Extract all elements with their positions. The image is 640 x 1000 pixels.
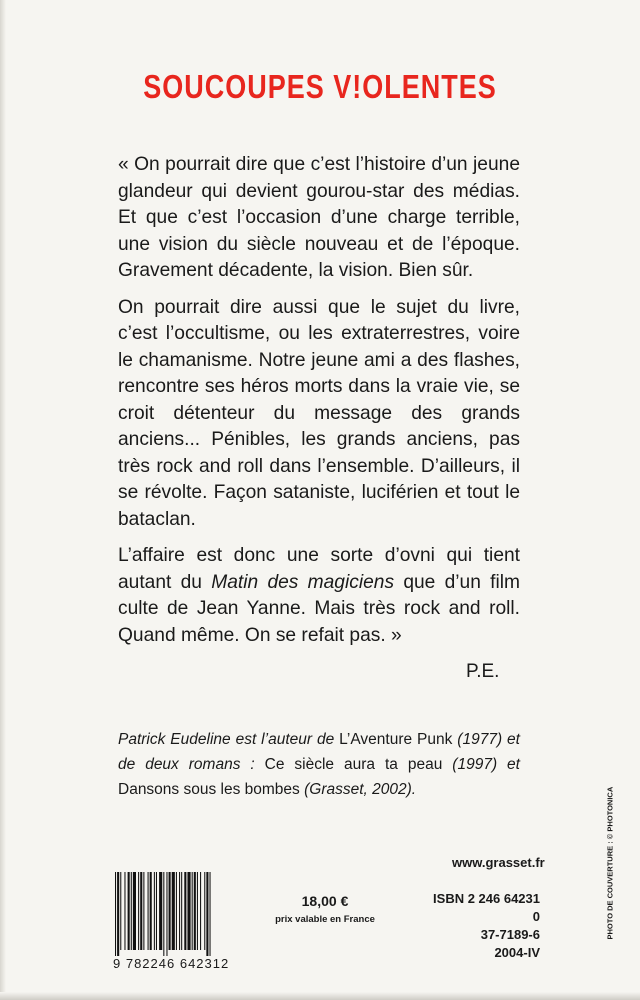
bio-text-a: Patrick Eudeline est l’auteur de xyxy=(118,731,340,748)
bio-text-c: (1977) et de deux romans : xyxy=(118,731,520,773)
book-title: SOUCOUPES V!OLENTES xyxy=(143,68,497,106)
barcode-bar xyxy=(150,872,152,950)
barcode xyxy=(113,872,258,958)
quote-p3-end: que d’un film culte de Jean Yanne. Mais très rock and roll. Quand même. On se refait pas. » xyxy=(118,571,521,646)
quote-paragraph-2: On pourrait dire aussi que le sujet du livre, c’est l’occultisme, ou les extraterrestres, voire le chamanisme. Notre jeune ami a des flashes, rencontre ses héros morts dans la vraie vie, se croit détenteur du message des grands anciens... Pénibles, les grands anciens, pas très rock and roll dans l’ensemble. D’ailleurs, il se révolte. Façon sataniste, luciférien et tout le bataclan. xyxy=(118,296,520,530)
barcode-bar xyxy=(192,872,193,950)
quote-p3-italic-title: Matin des magiciens xyxy=(211,571,395,593)
bio-book-3: Dansons sous les bombes xyxy=(118,781,300,798)
barcode-bar xyxy=(210,872,211,956)
barcode-bar xyxy=(143,872,144,950)
barcode-bar xyxy=(115,872,116,956)
barcode-bar xyxy=(166,872,167,956)
isbn-block xyxy=(428,890,540,962)
edition-code: 2004-IV xyxy=(494,945,540,960)
barcode-bar xyxy=(133,872,136,950)
barcode-bar xyxy=(204,872,205,950)
price-note: prix valable en France xyxy=(275,914,375,925)
bio-text-g: (Grasset, 2002). xyxy=(299,781,417,798)
barcode-bar xyxy=(156,872,157,950)
isbn: ISBN 2 246 64231 0 xyxy=(433,891,540,924)
price: 18,00 € xyxy=(301,893,349,909)
photo-credit xyxy=(605,786,615,945)
barcode-digits: 9 782246 642312 xyxy=(113,956,230,971)
barcode-bar xyxy=(200,872,201,950)
barcode-bar xyxy=(124,872,125,950)
author-bio xyxy=(118,727,520,802)
barcode-bar xyxy=(194,872,196,950)
barcode-bar xyxy=(117,872,119,956)
barcode-bar xyxy=(120,872,121,950)
photo-credit-text: PHOTO DE COUVERTURE : © PHOTONICA xyxy=(605,786,615,940)
bio-book-1: L’Aventure Punk xyxy=(339,731,453,748)
cover-edge-left xyxy=(0,0,6,1000)
publisher-website: www.grasset.fr xyxy=(452,855,545,870)
quote-signature: P.E. xyxy=(466,661,500,682)
barcode-bar xyxy=(176,872,177,950)
barcode-bar xyxy=(206,872,208,956)
barcode-bar xyxy=(181,872,182,950)
barcode-bar xyxy=(197,872,198,950)
bio-text-e: (1997) et xyxy=(442,756,520,773)
barcode-bar xyxy=(138,872,139,950)
barcode-bar xyxy=(163,872,164,956)
barcode-bar xyxy=(172,872,175,950)
cover-edge-bottom xyxy=(0,992,640,1000)
barcode-bar xyxy=(179,872,180,950)
barcode-bar xyxy=(187,872,190,950)
barcode-bar xyxy=(128,872,130,950)
barcode-bar xyxy=(184,872,186,950)
barcode-bar xyxy=(140,872,142,950)
catalog-code: 37-7189-6 xyxy=(480,927,540,942)
barcode-bars xyxy=(113,872,258,958)
barcode-bar xyxy=(148,872,149,950)
bio-book-2: Ce siècle aura ta peau xyxy=(264,756,443,773)
barcode-bar xyxy=(154,872,155,950)
quote-p3-start: L’affaire est donc une sorte d’ovni qui tient autant du xyxy=(118,545,520,593)
quote-paragraph-3 xyxy=(118,543,520,649)
barcode-bar xyxy=(131,872,132,950)
barcode-bar xyxy=(169,872,171,950)
quote-paragraph-1: « On pourrait dire que c’est l’histoire d’un jeune glandeur qui devient gourou-star des médias. Et que c’est l’occasion d’une charge terrible, une vision du siècle nouveau et de l’époque. Gravement décadente, la vision. Bien sûr. xyxy=(118,154,520,281)
barcode-bar xyxy=(159,872,162,950)
back-cover-quote xyxy=(118,152,520,659)
